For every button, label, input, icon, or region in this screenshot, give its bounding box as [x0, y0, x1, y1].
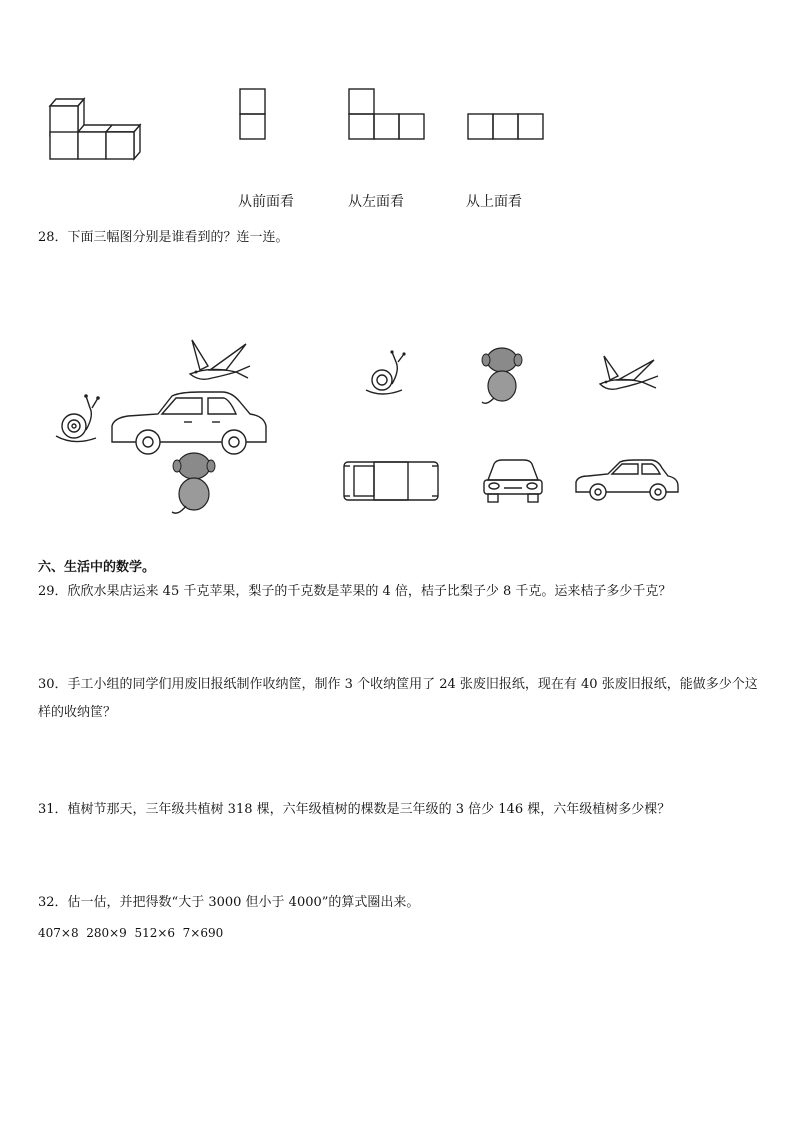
car-top-view	[342, 458, 442, 504]
top-view-label: 从上面看	[466, 194, 522, 210]
question-32-expressions: 407×8 280×9 512×6 7×690	[38, 926, 224, 940]
swallow-observer	[598, 354, 668, 400]
monkey-icon	[172, 453, 215, 513]
swallow-icon	[190, 340, 250, 379]
left-view-label: 从左面看	[348, 194, 404, 210]
cube-solid-figure	[44, 92, 184, 172]
scene-illustration	[50, 330, 280, 520]
question-29: 29．欣欣水果店运来 45 千克苹果，梨子的千克数是苹果的 4 倍，桔子比梨子少 8 千克。运来桔子多少千克？	[38, 584, 672, 599]
question-28: 28．下面三幅图分别是谁看到的？连一连。	[38, 230, 289, 245]
question-30: 30．手工小组的同学们用废旧报纸制作收纳筐，制作 3 个收纳筐用了 24 张废旧报纸，现在有 40 张废旧报纸，能做多少个这样的收纳筐？	[38, 677, 758, 720]
snail-icon	[56, 394, 100, 441]
monkey-observer	[478, 344, 528, 406]
top-view-drawing	[467, 113, 549, 143]
front-view-label: 从前面看	[238, 194, 294, 210]
question-31: 31．植树节那天，三年级共植树 318 棵，六年级植树的棵数是三年级的 3 倍少 146 棵，六年级植树多少棵？	[38, 802, 671, 817]
left-view-drawing	[348, 88, 430, 144]
snail-observer	[364, 350, 420, 402]
section-heading: 六、生活中的数学。	[38, 560, 156, 575]
car-side-icon	[112, 392, 266, 454]
car-side-view	[574, 458, 680, 504]
car-front-view	[480, 458, 546, 506]
question-32: 32．估一估，并把得数“大于 3000 但小于 4000”的算式圈出来。	[38, 895, 420, 910]
front-view-drawing	[239, 88, 269, 144]
